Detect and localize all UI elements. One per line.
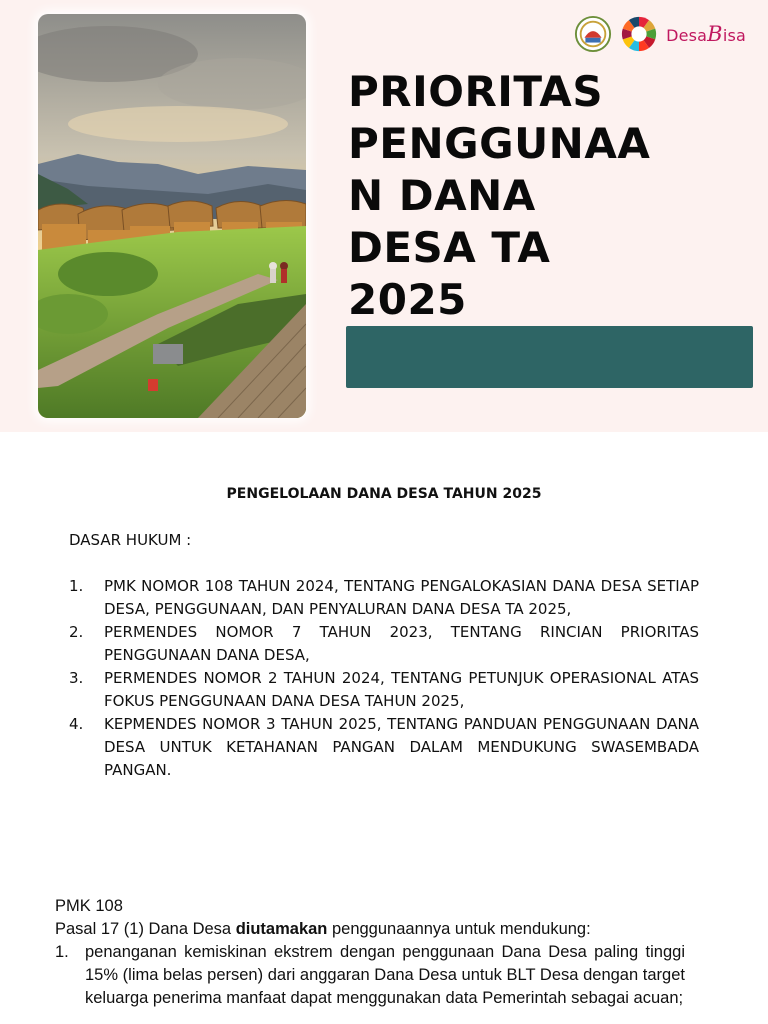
list-item: 4. KEPMENDES NOMOR 3 TAHUN 2025, TENTANG PANDUAN PENGGUNAAN DANA DESA UNTUK KETAHANAN PANGAN DALAM MENDUKUNG SWASEMBADA PANGAN.	[69, 715, 699, 779]
pmk-priority-list	[55, 941, 685, 1010]
document-page	[0, 432, 768, 1024]
document-heading: PENGELOLAAN DANA DESA TAHUN 2025	[226, 486, 542, 502]
cover-title: PRIORITAS PENGGUNAA N DANA DESA TA 2025	[348, 67, 651, 324]
list-item: 2. PERMENDES NOMOR 7 TAHUN 2023, TENTANG RINCIAN PRIORITAS PENGGUNAAN DANA DESA,	[69, 623, 699, 664]
landscape-illustration	[38, 14, 306, 418]
subtitle-band	[346, 326, 753, 388]
pasal-line: Pasal 17 (1) Dana Desa diutamakan penggunaannya untuk mendukung:	[55, 920, 591, 938]
dasar-hukum-label: DASAR HUKUM :	[69, 531, 192, 549]
list-item: 1. penanganan kemiskinan ekstrem dengan penggunaan Dana Desa paling tinggi 15% (lima belas persen) dari anggaran Dana Desa untuk BLT Desa dengan target keluarga penerima manfaat dapat menggunakan data Pemerintah sebagai acuan;	[55, 943, 685, 1007]
kemendes-emblem-icon	[574, 15, 612, 53]
pmk-title: PMK 108	[55, 897, 123, 915]
logo-group	[574, 14, 746, 54]
sdgs-wheel-icon	[620, 15, 658, 53]
list-item: 3. PERMENDES NOMOR 2 TAHUN 2024, TENTANG PETUNJUK OPERASIONAL ATAS FOKUS PENGGUNAAN DANA DESA TAHUN 2025,	[69, 669, 699, 710]
pmk-section	[55, 895, 685, 1010]
list-item: 1. PMK NOMOR 108 TAHUN 2024, TENTANG PENGALOKASIAN DANA DESA SETIAP DESA, PENGGUNAAN, DAN PENYALURAN DANA DESA TA 2025,	[69, 577, 699, 618]
cover-slide	[0, 0, 768, 432]
desa-bisa-logo: DesaBisa	[666, 22, 746, 46]
legal-basis-list	[69, 575, 699, 782]
village-landscape-photo	[38, 14, 306, 418]
